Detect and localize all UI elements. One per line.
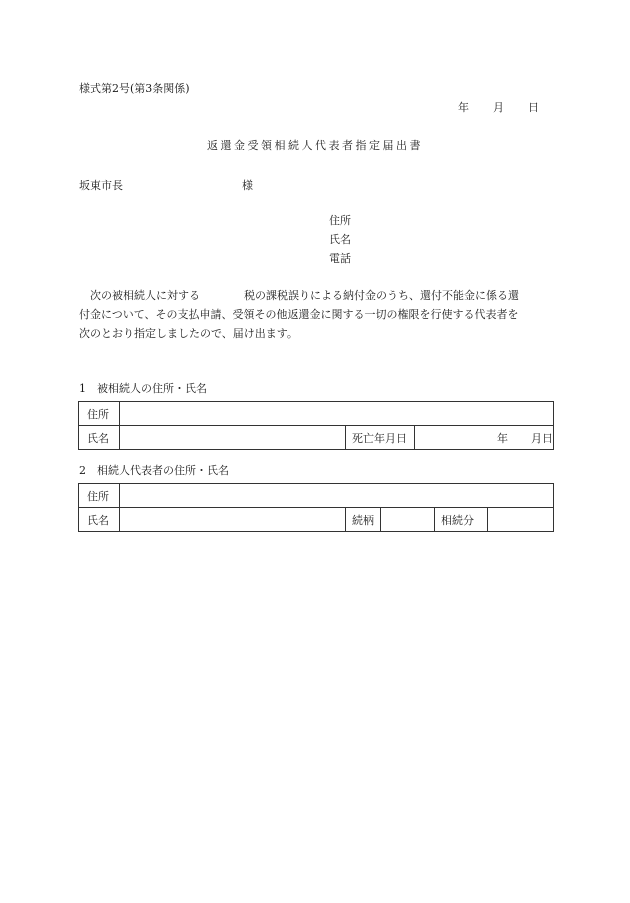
addressee-name: 坂東市長 — [79, 179, 123, 192]
representative-address-field[interactable] — [120, 484, 554, 508]
death-date-field[interactable] — [415, 426, 554, 450]
table-row — [79, 484, 554, 508]
sender-phone-label: 電話 — [329, 252, 351, 265]
representative-name-field[interactable] — [120, 508, 346, 532]
table-row — [79, 426, 554, 450]
submission-date — [458, 99, 539, 115]
table-row — [79, 508, 554, 532]
inheritance-share-label: 相続分 — [435, 508, 488, 532]
date-year-label: 年 — [458, 101, 469, 114]
death-date-label: 死亡年月日 — [346, 426, 415, 450]
decedent-table — [78, 401, 554, 450]
form-number: 様式第2号(第3条関係) — [79, 82, 190, 95]
relationship-label: 続柄 — [346, 508, 381, 532]
body-paragraph — [79, 286, 554, 343]
relationship-field[interactable] — [381, 508, 435, 532]
decedent-address-field[interactable] — [120, 402, 554, 426]
decedent-address-label: 住所 — [79, 402, 120, 426]
body-line-3: 次のとおり指定しましたので、届け出ます。 — [79, 327, 298, 340]
section1-heading: 1 被相続人の住所・氏名 — [79, 382, 207, 395]
death-month-label: 月 — [531, 431, 542, 445]
date-day-label: 日 — [528, 101, 539, 114]
decedent-name-field[interactable] — [120, 426, 346, 450]
inheritance-share-field[interactable] — [488, 508, 554, 532]
sender-address-label: 住所 — [329, 214, 351, 227]
body-line-2: 付金について、その支払申請、受領その他返還金に関する一切の権限を行使する代表者を — [79, 308, 519, 321]
death-year-label: 年 — [497, 431, 508, 445]
sender-name-label: 氏名 — [329, 233, 351, 246]
addressee-honorific: 様 — [242, 179, 253, 192]
addressee — [79, 177, 253, 193]
death-day-label: 日 — [542, 431, 553, 445]
document-title: 返還金受領相続人代表者指定届出書 — [207, 139, 423, 152]
body-line-1: 次の被相続人に対する 税の課税誤りによる納付金のうち、還付不能金に係る還 — [90, 289, 519, 302]
section2-heading: 2 相続人代表者の住所・氏名 — [79, 464, 229, 477]
date-month-label: 月 — [493, 101, 504, 114]
decedent-name-label: 氏名 — [79, 426, 120, 450]
representative-table — [78, 483, 554, 532]
representative-address-label: 住所 — [79, 484, 120, 508]
table-row — [79, 402, 554, 426]
representative-name-label: 氏名 — [79, 508, 120, 532]
